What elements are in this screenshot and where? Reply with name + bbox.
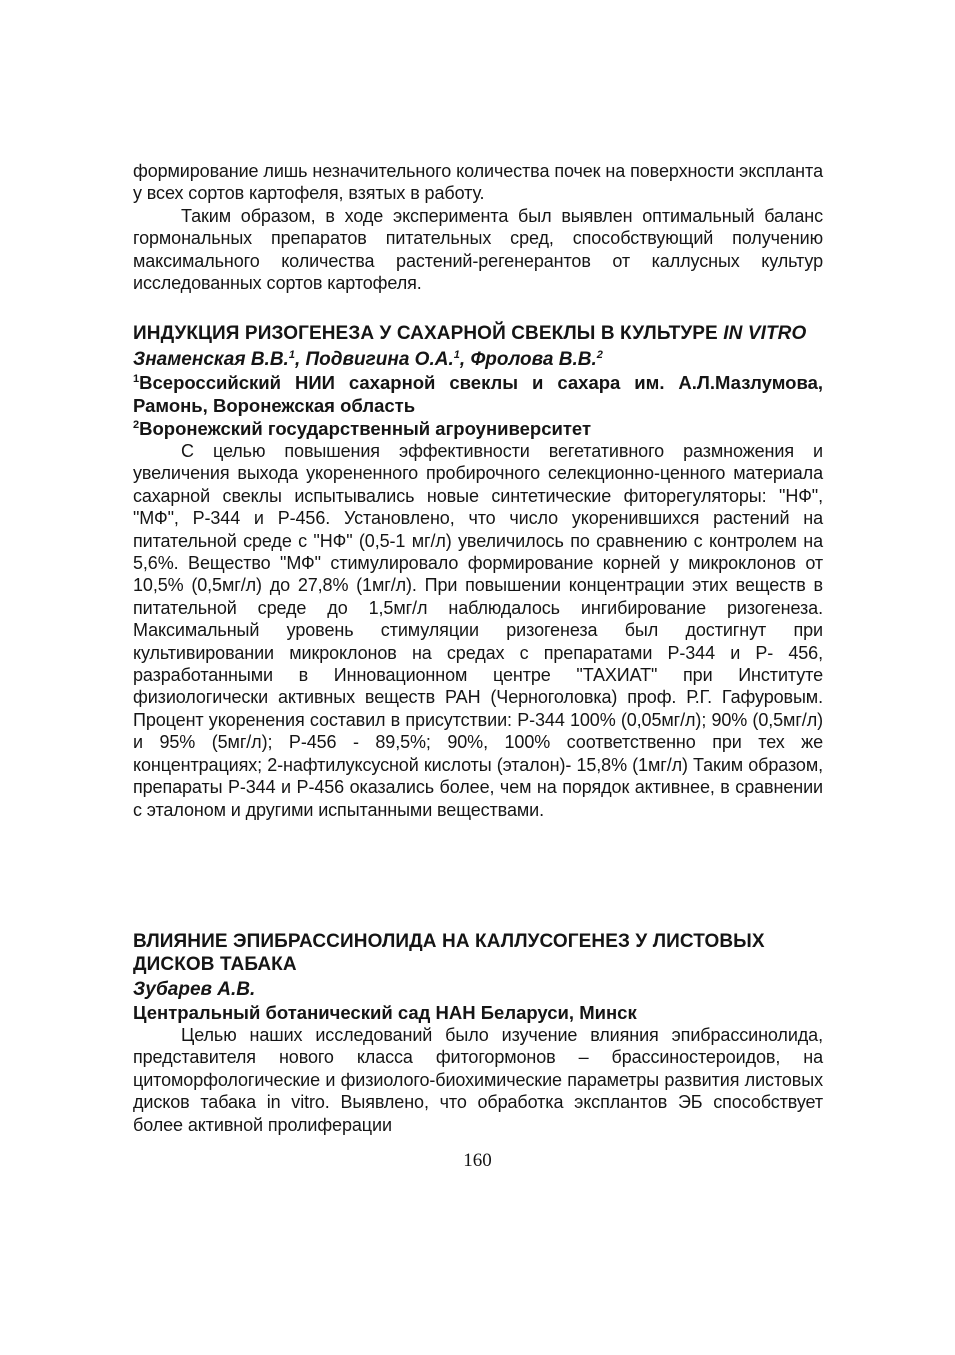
article-1-authors: Знаменская В.В.$^1$, Подвигина О.А.$^1$, Фролова В.В.$^2$ — [133, 349, 603, 370]
intro-section — [133, 160, 823, 294]
article-1-affiliation-2: $^2$Воронежский государственный агроуниверситет — [133, 418, 592, 439]
article-2-title: ВЛИЯНИЕ ЭПИБРАССИНОЛИДА НА КАЛЛУСОГЕНЕЗ У ЛИСТОВЫХ ДИСКОВ ТАБАКА — [133, 931, 765, 975]
article-1 — [133, 322, 823, 821]
intro-paragraph-1: формирование лишь незначительного количества почек на поверхности эксплантa у всех сортов картофеля, взятых в работу. — [133, 161, 823, 204]
article-2 — [133, 930, 823, 1136]
article-1-affiliation-1: $^1$Всероссийский НИИ сахарной свеклы и сахара им. А.Л.Мазлумова, Рамонь, Воронежская область — [133, 372, 823, 416]
author-2: Подвигина О.А. — [305, 349, 454, 370]
article-2-abstract: Целью наших исследований было изучение влияния эпибрассинолида, представителя нового класса фитогормонов – брассиностероидов, на цитоморфологические и физиолого-биохимические параметры развития листовых дисков табака in vitro. Выявлено, что обработка эксплантов ЭБ способствует более активной пролиферации — [133, 1025, 823, 1135]
article-1-title: ИНДУКЦИЯ РИЗОГЕНЕЗА У САХАРНОЙ СВЕКЛЫ В КУЛЬТУРЕ IN VITRO — [133, 323, 807, 344]
article-2-affiliation: Центральный ботанический сад НАН Беларуси, Минск — [133, 1002, 637, 1023]
article-1-abstract: С целью повышения эффективности вегетативного размножения и увеличения выхода укорененного пробирочного селекционно-ценного материала сахарной свеклы испытывались новые синтетические фиторегуляторы: "НФ", "МФ", Р-344 и Р-456. Установлено, что число укоренившихся растений на питательной среде с "НФ" (0,5-1 мг/л) увеличилось по сравнению с контролем на 5,6%. Вещество "МФ" стимулировало формирование корней у микроклонов от 10,5% (0,5мг/л) до 27,8% (1мг/л). При повышении концентрации этих веществ в питательной среде до 1,5мг/л наблюдалось ингибирование ризогенеза. Максимальный уровень стимуляции ризогенеза был достигнут при культивировании микроклонов на средах с препаратами Р-344 и Р- 456, разработанными в Инновационном центре "ТАХИАТ" при Институте физиологически активных веществ РАН (Черноголовка) проф. Р.Г. Гафуровым. Процент укоренения составил в присутствии: Р-344 100% (0,05мг/л); 90% (0,5мг/л) и 95% (5мг/л); Р-456 - 89,5%; 90%, 100% соответственно при тех же концентрациях; 2-нафтилуксусной кислоты (эталон)- 15,8% (1мг/л) Таким образом, препараты Р-344 и Р-456 оказались более, чем на порядок активнее, в сравнении с эталоном и другими испытанными веществами. — [133, 441, 823, 820]
intro-paragraph-2: Таким образом, в ходе эксперимента был выявлен оптимальный баланс гормональных препаратов питательных сред, способствующий получению максимального количества растений-регенерантов от каллусных культур исследованных сортов картофеля. — [133, 205, 823, 294]
article-2-author: Зубарев А.В. — [133, 979, 256, 1000]
author-1: Знаменская В.В. — [133, 349, 289, 370]
page-number: 160 — [463, 1150, 492, 1171]
article-1-title-italic: IN VITRO — [723, 323, 807, 344]
author-3: Фролова В.В. — [470, 349, 597, 370]
